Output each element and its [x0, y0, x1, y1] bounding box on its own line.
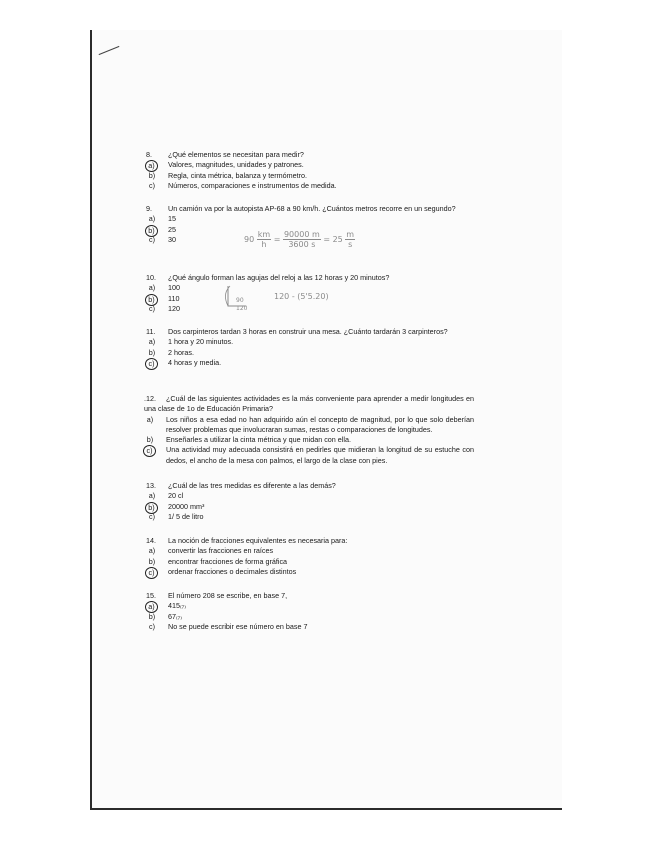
option-c	[146, 358, 466, 368]
handwritten-calculation-q10: 120 - (5'5.20)	[274, 292, 329, 301]
option-letter: c)	[149, 621, 155, 631]
option-a	[144, 415, 474, 436]
option-c	[144, 445, 474, 466]
option-text: 20000 mm³	[168, 501, 205, 511]
option-text: 15	[168, 214, 176, 224]
option-a	[146, 546, 466, 556]
option-text: Los niños a esa edad no han adquirido aún el concepto de magnitud, por lo que solo deberían resolver problemas que involucraran sumas, restas o comparaciones de longitudes.	[166, 414, 474, 434]
option-c	[146, 512, 466, 522]
option-text: encontrar fracciones de forma gráfica	[168, 556, 288, 566]
handwritten-angle-labels: 90 120	[236, 297, 248, 312]
option-letter: a)	[148, 337, 156, 347]
option-b	[146, 612, 466, 622]
question-number: 13.	[146, 481, 156, 490]
option-b	[146, 171, 466, 181]
option-letter-circled: c)	[145, 567, 158, 579]
question-13	[146, 481, 466, 522]
option-letter-circled: b)	[145, 294, 158, 306]
option-letter-circled: b)	[145, 502, 158, 514]
option-text: 110	[168, 293, 180, 303]
option-letter-circled: c)	[143, 445, 156, 457]
option-letter: c)	[149, 303, 155, 313]
option-letter: b)	[148, 347, 156, 357]
option-letter: a)	[148, 214, 156, 224]
option-text: 1 hora y 20 minutos.	[168, 337, 234, 347]
option-letter-circled: b)	[145, 225, 158, 237]
handwritten-equals: =	[273, 235, 281, 244]
handwritten-number: 25	[332, 235, 343, 244]
option-a	[146, 160, 466, 170]
option-b	[146, 348, 466, 358]
option-c	[146, 304, 466, 314]
option-b	[144, 435, 474, 445]
handwritten-fraction: $\frac{km}{h}$	[257, 230, 271, 249]
question-stem: La noción de fracciones equivalentes es necesaria para:	[168, 536, 348, 545]
option-letter-circled: c)	[145, 358, 158, 370]
question-stem: ¿Qué elementos se necesitan para medir?	[168, 150, 304, 159]
option-b	[146, 557, 466, 567]
option-text: 30	[168, 234, 176, 244]
option-letter: b)	[148, 556, 156, 566]
option-text: 20 cl	[168, 491, 184, 501]
option-letter: a)	[148, 546, 156, 556]
option-text: Una actividad muy adecuada consistirá en pedirles que midieran la longitud de su estuche con dedos, el ancho de la mesa con palmos, el largo de la clase con pies.	[166, 445, 474, 465]
option-b	[146, 502, 466, 512]
option-letter: c)	[149, 180, 155, 190]
question-number: 15.	[146, 591, 156, 600]
option-text: 67₍₇₎	[168, 611, 182, 621]
question-stem: ¿Qué ángulo forman las agujas del reloj a las 12 horas y 20 minutos?	[168, 273, 390, 282]
option-text: convertir las fracciones en raíces	[168, 546, 274, 556]
question-stem: ¿Cuál de las tres medidas es diferente a las demás?	[168, 481, 336, 490]
option-text: 1/ 5 de litro	[168, 511, 204, 521]
handwritten-equals: =	[323, 235, 331, 244]
option-a	[146, 491, 466, 501]
option-text: 120	[168, 303, 180, 313]
question-number: 11.	[146, 327, 156, 336]
option-letter: a)	[146, 414, 154, 424]
question-stem: Dos carpinteros tardan 3 horas en construir una mesa. ¿Cuánto tardarán 3 carpinteros?	[168, 327, 448, 336]
handwritten-calculation-q9	[244, 230, 355, 249]
question-number: 9.	[146, 204, 152, 213]
option-text: Regla, cinta métrica, balanza y termómetro.	[168, 170, 308, 180]
question-15	[146, 591, 466, 632]
question-number: 14.	[146, 536, 156, 545]
option-letter: b)	[148, 170, 156, 180]
option-a	[146, 601, 466, 611]
question-14	[146, 536, 466, 577]
option-c	[146, 567, 466, 577]
option-a	[146, 337, 466, 347]
option-text: ordenar fracciones o decimales distintos	[168, 566, 297, 576]
option-letter: c)	[149, 234, 155, 244]
option-text: 100	[168, 283, 180, 293]
question-11	[146, 327, 466, 368]
option-text: 25	[168, 224, 176, 234]
option-a	[146, 214, 466, 224]
option-letter: a)	[148, 283, 156, 293]
option-text: Enseñarles a utilizar la cinta métrica y que midan con ella.	[166, 435, 351, 445]
option-letter-circled: a)	[145, 160, 158, 172]
option-letter: b)	[146, 435, 154, 445]
question-stem: Un camión va por la autopista AP-68 a 90 km/h. ¿Cuántos metros recorre en un segundo?	[168, 204, 456, 213]
handwritten-fraction: $\frac{m}{s}$	[346, 230, 355, 249]
handwritten-number: 90	[244, 235, 255, 244]
option-letter-circled: a)	[145, 601, 158, 613]
option-text: Números, comparaciones e instrumentos de medida.	[168, 180, 337, 190]
option-c	[146, 181, 466, 191]
question-stem: ¿Cuál de las siguientes actividades es la más conveniente para aprender a medir longitudes en una clase de 1o de Educación Primaria?	[144, 394, 474, 414]
option-text: 2 horas.	[168, 347, 194, 357]
option-text: 4 horas y media.	[168, 357, 222, 367]
handwritten-fraction: $\frac{90000 m}{3600 s}$	[283, 230, 320, 249]
option-letter: c)	[149, 511, 155, 521]
question-number: 10.	[146, 273, 156, 282]
question-stem: El número 208 se escribe, en base 7,	[168, 591, 288, 600]
question-8	[146, 150, 466, 191]
option-c	[146, 622, 466, 632]
option-text: No se puede escribir ese número en base 7	[168, 621, 308, 631]
option-letter: a)	[148, 491, 156, 501]
option-text: Valores, magnitudes, unidades y patrones.	[168, 160, 304, 170]
question-number: 8.	[146, 150, 152, 159]
question-12	[144, 394, 474, 466]
option-letter: b)	[148, 611, 156, 621]
option-text: 415₍₇₎	[168, 601, 186, 611]
question-number: .12.	[144, 394, 156, 403]
